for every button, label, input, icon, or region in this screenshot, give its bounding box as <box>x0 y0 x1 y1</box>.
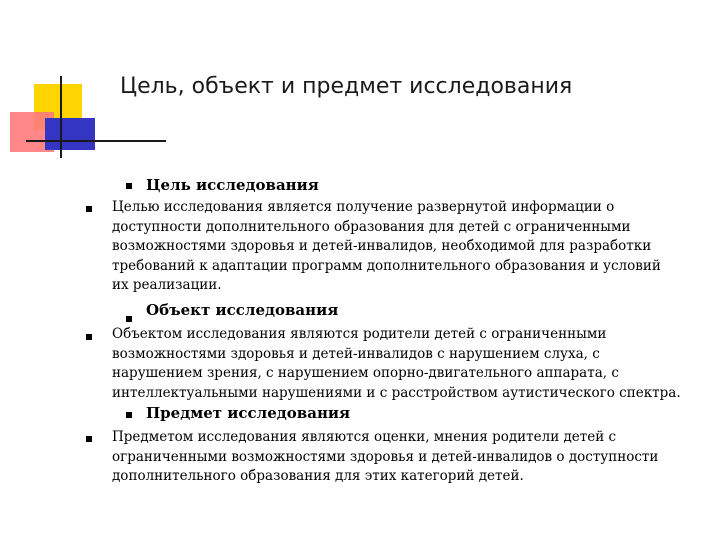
square-bullet-icon <box>86 206 92 212</box>
section-text: Объектом исследования являются родители детей с ограниченными возможностями здоровья и детей-инвалидов с нарушением слуха, с нарушением зрения, с нарушением опорно-двигательного аппарата, с интеллектуальными нарушениями и с расстройством аутистического спектра. <box>112 326 681 401</box>
slide-title: Цель, объект и предмет исследования <box>120 74 573 99</box>
section-heading: Объект исследования <box>146 301 339 319</box>
decor-blue-square <box>45 118 95 150</box>
square-bullet-icon <box>126 412 132 418</box>
square-bullet-icon <box>86 436 92 442</box>
section-heading: Цель исследования <box>146 176 319 194</box>
section-text: Целью исследования является получение развернутой информации о доступности дополнительного образования для детей с ограниченными возможностями здоровья и детей-инвалидов, необходимой для разработки требований к адаптации программ дополнительного образования и условий их реализации. <box>112 199 661 293</box>
square-bullet-icon <box>126 316 132 322</box>
section-text: Предметом исследования являются оценки, мнения родители детей с ограниченными возможностями здоровья и детей-инвалидов о доступности дополнительного образования для этих категорий детей. <box>112 429 659 484</box>
decor-vertical-line <box>60 76 62 158</box>
decor-horizontal-line <box>26 140 166 142</box>
square-bullet-icon <box>86 334 92 340</box>
section-heading: Предмет исследования <box>146 404 351 422</box>
square-bullet-icon <box>126 183 132 189</box>
